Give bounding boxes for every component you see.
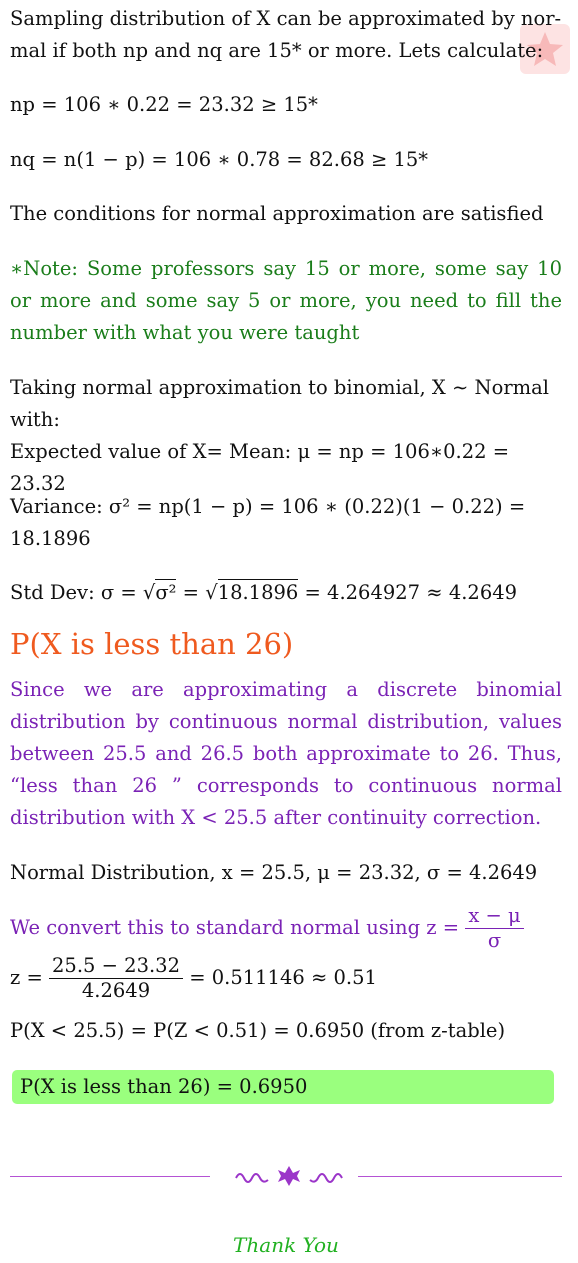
z-formula-fraction [465,904,523,953]
z-lhs: z = [10,966,50,989]
approx-line-2: with: [10,408,60,431]
z-calc-denominator: 4.2649 [81,979,151,1002]
intro-line-1: Sampling distribution of X can be approximated by nor- [10,7,562,30]
variance-line-1: Variance: σ² = np(1 − p) = 106 ∗ (0.22)(1 − 0.22) = [10,495,526,518]
flourish-ornament [232,1164,346,1188]
section-heading: P(X is less than 26) [10,627,294,661]
np-calculation: np = 106 ∗ 0.22 = 23.32 ≥ 15* [10,93,318,116]
radicand-sigma-squared: σ² [155,581,177,604]
divider-right [358,1176,562,1177]
z-calc-numerator: 25.5 − 23.32 [49,954,183,979]
z-formula-numerator: x − μ [465,904,523,929]
std-dev-calculation: Std Dev: σ = √σ² = √18.1896 = 4.264927 ≈ 4.2649 [10,581,518,604]
std-dev-prefix: Std Dev: σ = [10,581,143,604]
z-calc-fraction [49,954,183,1003]
z-rhs: = 0.511146 ≈ 0.51 [183,966,377,989]
continuity-paragraph: Since we are approximating a discrete binomial distribution by continuous normal distribution, values between 25.5 and 26.5 both approximate to 26. Thus, “less than 26 ” corresponds to continuous normal distribution with X < 25.5 after continuity correction. [10,678,562,829]
radicand-variance: 18.1896 [217,581,299,604]
variance-line-2: 18.1896 [10,527,91,550]
std-dev-mid: = [176,581,206,604]
divider-left [10,1176,210,1177]
approximation-paragraph [10,372,562,500]
mean-calculation: Expected value of X= Mean: μ = np = 106∗0.22 = 23.32 [10,440,510,495]
approx-line-1: Taking normal approximation to binomial, X ∼ Normal [10,376,550,399]
z-calculation [10,953,562,1003]
conditions-statement: The conditions for normal approximation are satisfied [10,202,544,225]
note-paragraph: ∗Note: Some professors say 15 or more, some say 10 or more and some say 5 or more, you need to fill the number with what you were taught [10,257,562,344]
standardize-text: We convert this to standard normal using z = [10,916,466,939]
standardize-statement [10,904,562,953]
nq-calculation: nq = n(1 − p) = 106 ∗ 0.78 = 82.68 ≥ 15* [10,148,429,171]
intro-line-2: mal if both np and nq are 15* or more. Lets calculate: [10,39,544,62]
thank-you-text: Thank You [233,1233,339,1257]
distribution-parameters: Normal Distribution, x = 25.5, μ = 23.32, σ = 4.2649 [10,861,538,884]
variance-paragraph [10,491,562,555]
z-formula-denominator: σ [487,929,502,952]
final-answer-box: P(X is less than 26) = 0.6950 [12,1070,554,1104]
probability-calculation: P(X < 25.5) = P(Z < 0.51) = 0.6950 (from z-table) [10,1019,506,1042]
intro-paragraph [10,3,562,67]
std-dev-suffix: = 4.264927 ≈ 4.2649 [298,581,518,604]
